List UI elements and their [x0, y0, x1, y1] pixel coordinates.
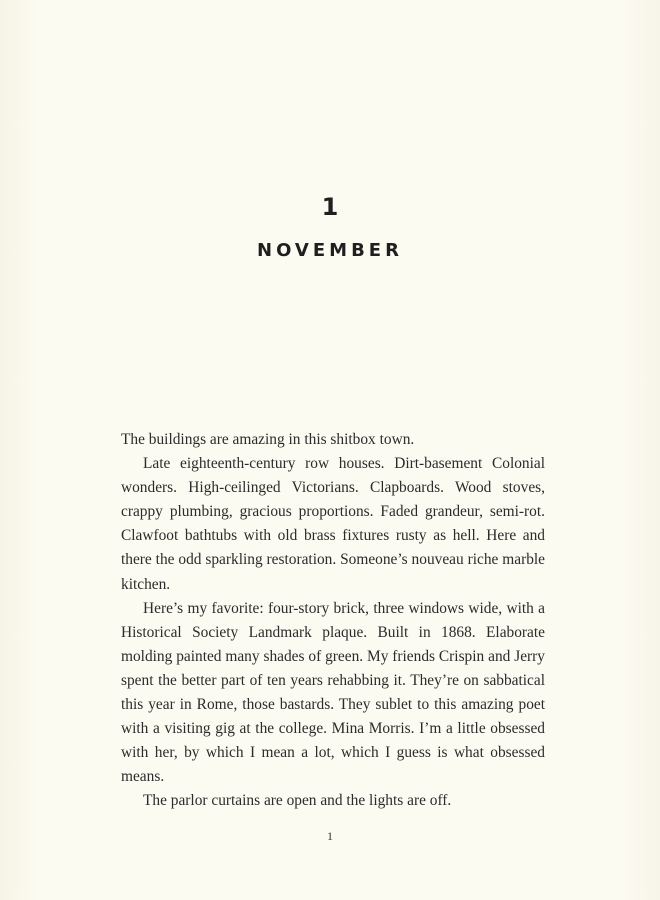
paragraph-4: The parlor curtains are open and the lights are off. [143, 792, 452, 810]
paragraph-2: Late eighteenth-century row houses. Dirt-basement Colonial wonders. High-ceilinged Victorians. Clapboards. Wood stoves, crappy plumbing, gracious proportions. Faded grandeur, semi-rot. Clawfoot bathtubs with old brass fixtures rusty as hell. Here and there the odd sparkling restoration. Someone’s nouveau riche marble kitchen. [121, 455, 545, 593]
chapter-title: NOVEMBER [257, 240, 403, 261]
paragraph-3: Here’s my favorite: four-story brick, three windows wide, with a Historical Society Landmark plaque. Built in 1868. Elaborate molding painted many shades of green. My friends Crispin and Jerry spent the better part of ten years rehabbing it. They’re on sabbatical this year in Rome, those bastards. They sublet to this amazing poet with a visiting gig at the college. Mina Morris. I’m a little obsessed with her, by which I mean a lot, which I guess is what obsessed means. [121, 599, 545, 786]
page-number: 1 [327, 829, 333, 843]
chapter-number: 1 [321, 193, 339, 221]
paragraph-1: The buildings are amazing in this shitbox town. [121, 431, 415, 448]
chapter-body [121, 428, 545, 814]
